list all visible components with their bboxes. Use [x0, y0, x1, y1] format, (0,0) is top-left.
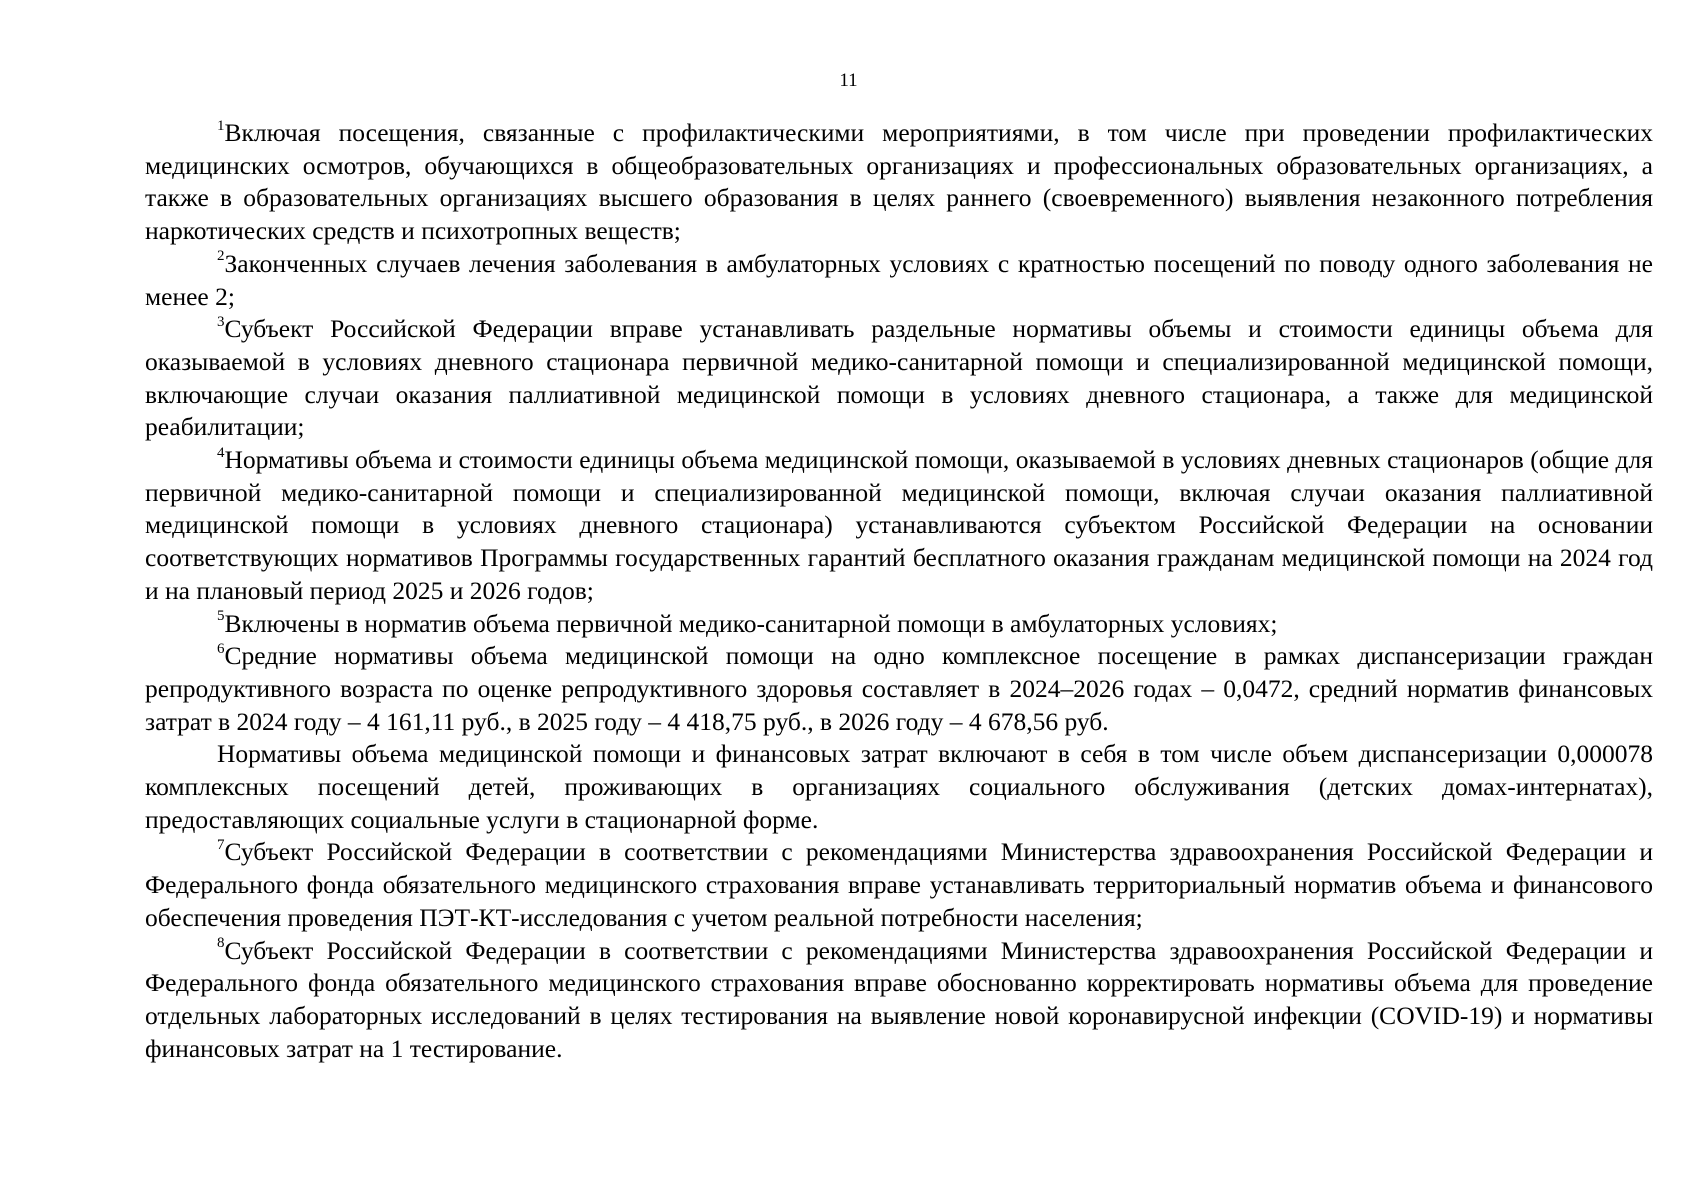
footnote-text: Средние нормативы объема медицинской помощи на одно комплексное посещение в рамках диспансеризации граждан репродуктивного возраста по оценке репродуктивного здоровья составляет в 2024–2026 годах – 0,0472, средний норматив финансовых затрат в 2024 году – 4 161,11 руб., в 2025 году – 4 418,75 руб., в 2026 году – 4 678,56 руб.	[145, 641, 1653, 736]
footnote-marker: 3	[217, 313, 225, 330]
footnote-3	[145, 313, 1653, 444]
footnote-marker: 1	[217, 117, 225, 134]
page-number: 11	[839, 70, 858, 91]
footnote-marker: 6	[217, 640, 225, 657]
footnote-7	[145, 836, 1653, 934]
footnote-4	[145, 444, 1653, 608]
footnote-5	[145, 608, 1653, 641]
footnote-text: Субъект Российской Федерации в соответствии с рекомендациями Министерства здравоохранения Российской Федерации и Федерального фонда обязательного медицинского страхования вправе обоснованно корректировать нормативы объема для проведение отдельных лабораторных исследований в целях тестирования на выявление новой коронавирусной инфекции (COVID-19) и нормативы финансовых затрат на 1 тестирование.	[145, 935, 1653, 1063]
footnote-text: Включая посещения, связанные с профилактическими мероприятиями, в том числе при проведении профилактических медицинских осмотров, обучающихся в общеобразовательных организациях и профессиональных образовательных организациях, а также в образовательных организациях высшего образования в целях раннего (своевременного) выявления незаконного потребления наркотических средств и психотропных веществ;	[145, 118, 1653, 246]
footnote-8	[145, 935, 1653, 1066]
footnote-text: Нормативы объема медицинской помощи и финансовых затрат включают в себя в том числе объем диспансеризации 0,000078 комплексных посещений детей, проживающих в организациях социального обслуживания (детских домах-интернатах), предоставляющих социальные услуги в стационарной форме.	[145, 739, 1653, 834]
footnote-6	[145, 640, 1653, 738]
footnote-text: Включены в норматив объема первичной медико-санитарной помощи в амбулаторных условиях;	[224, 608, 1278, 638]
footnote-marker: 7	[217, 836, 225, 853]
footnote-text: Законченных случаев лечения заболевания в амбулаторных условиях с кратностью посещений по поводу одного заболевания не менее 2;	[145, 248, 1653, 311]
footnote-marker: 4	[217, 444, 225, 461]
footnote-1	[145, 117, 1653, 248]
footnote-6-continuation	[145, 738, 1653, 836]
footnote-marker: 2	[217, 248, 225, 265]
footnote-text: Субъект Российской Федерации в соответствии с рекомендациями Министерства здравоохранения Российской Федерации и Федерального фонда обязательного медицинского страхования вправе устанавливать территориальный норматив объема и финансового обеспечения проведения ПЭТ-КТ-исследования с учетом реальной потребности населения;	[145, 837, 1653, 932]
footnote-2	[145, 248, 1653, 313]
footnote-text: Нормативы объема и стоимости единицы объема медицинской помощи, оказываемой в условиях дневных стационаров (общие для первичной медико-санитарной помощи и специализированной медицинской помощи, включая случаи оказания паллиативной медицинской помощи в условиях дневного стационара) устанавливаются субъектом Российской Федерации на основании соответствующих нормативов Программы государственных гарантий бесплатного оказания гражданам медицинской помощи на 2024 год и на плановый период 2025 и 2026 годов;	[145, 445, 1653, 605]
footnote-text: Субъект Российской Федерации вправе устанавливать раздельные нормативы объемы и стоимости единицы объема для оказываемой в условиях дневного стационара первичной медико-санитарной помощи и специализированной медицинской помощи, включающие случаи оказания паллиативной медицинской помощи в условиях дневного стационара, а также для медицинской реабилитации;	[145, 314, 1653, 442]
footnote-marker: 8	[217, 935, 225, 952]
footnote-marker: 5	[217, 608, 225, 625]
footnotes-section	[145, 117, 1653, 1065]
